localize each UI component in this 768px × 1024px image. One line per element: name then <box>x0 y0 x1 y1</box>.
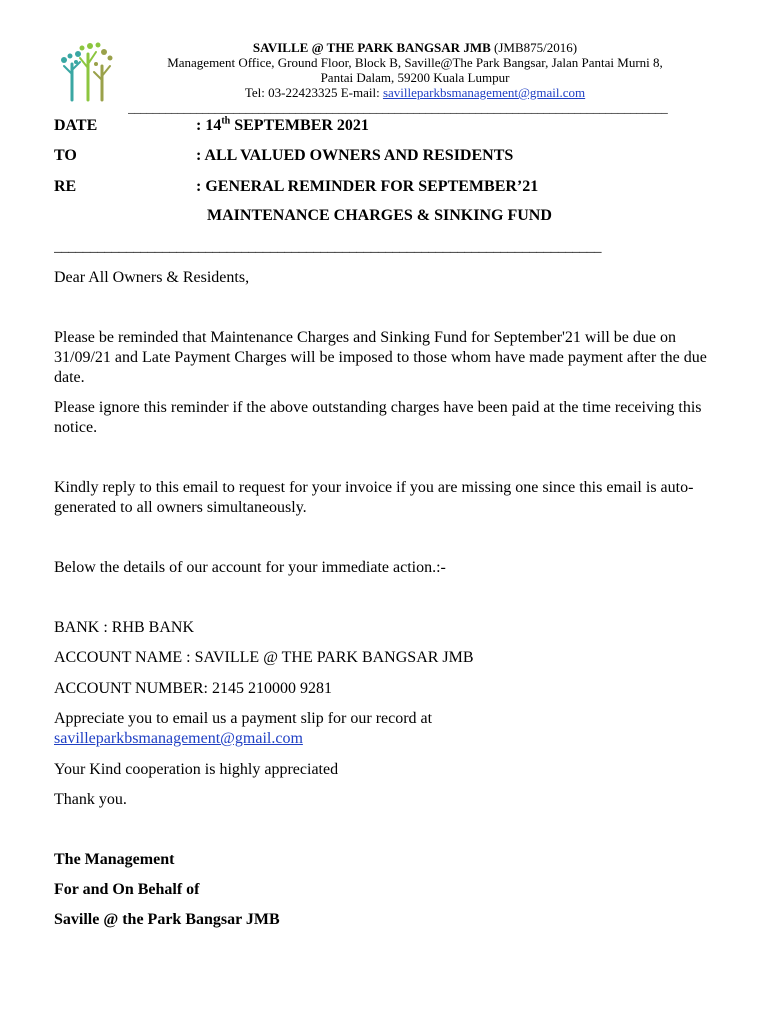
re-label: RE <box>54 178 77 195</box>
account-name: ACCOUNT NAME : SAVILLE @ THE PARK BANGSAR JMB <box>54 649 474 666</box>
payment-slip-request <box>54 709 724 749</box>
org-name: SAVILLE @ THE PARK BANGSAR JMB <box>252 40 491 55</box>
to-row <box>54 146 513 166</box>
org-line <box>120 40 710 55</box>
address-line-2: Pantai Dalam, 59200 Kuala Lumpur <box>320 70 510 85</box>
header-email-link[interactable]: savilleparkbsmanagement@gmail.com <box>382 85 586 100</box>
salutation: Dear All Owners & Residents, <box>54 269 250 286</box>
reminder-paragraph: Please be reminded that Maintenance Charges and Sinking Fund for September'21 will be due on 31/09/21 and Late Payment Charges will be imposed to those whom have made payment after the due date. <box>54 329 707 386</box>
meta-rule: ____________________________________________________________________________ <box>54 240 602 254</box>
ignore-paragraph: Please ignore this reminder if the above outstanding charges have been paid at the time receiving this notice. <box>54 399 702 436</box>
signature-line-3: Saville @ the Park Bangsar JMB <box>54 911 280 928</box>
signature-line-1: The Management <box>54 851 175 868</box>
account-intro: Below the details of our account for your immediate action.:- <box>54 559 446 576</box>
re-row <box>54 177 538 197</box>
date-suffix: SEPTEMBER 2021 <box>230 117 369 134</box>
date-row <box>54 116 369 136</box>
bank-name: BANK : RHB BANK <box>54 619 195 636</box>
re-value-line-2: MAINTENANCE CHARGES & SINKING FUND <box>207 207 552 224</box>
date-prefix: : 14 <box>196 117 222 134</box>
cooperation-line: Your Kind cooperation is highly appreciated <box>54 761 339 778</box>
payment-slip-email-link[interactable]: savilleparkbsmanagement@gmail.com <box>54 730 303 747</box>
payment-slip-text: Appreciate you to email us a payment slip for our record at <box>54 710 433 727</box>
contact-prefix: Tel: 03-22423325 E-mail: <box>244 85 383 100</box>
signature-line-2: For and On Behalf of <box>54 881 200 898</box>
org-code: (JMB875/2016) <box>494 40 578 55</box>
date-label: DATE <box>54 117 98 134</box>
letterhead <box>120 40 710 100</box>
address-line-1: Management Office, Ground Floor, Block B, Saville@The Park Bangsar, Jalan Pantai Murni 8, <box>167 55 663 70</box>
thanks-line: Thank you. <box>54 791 127 808</box>
invoice-paragraph: Kindly reply to this email to request for your invoice if you are missing one since this email is auto-generated to all owners simultaneously. <box>54 479 694 516</box>
account-number: ACCOUNT NUMBER: 2145 210000 9281 <box>54 680 332 697</box>
contact-line <box>120 85 710 100</box>
jmb-logo <box>58 40 116 102</box>
header-rule: _______________________________________________________________________________________ <box>128 101 668 115</box>
re-value: : GENERAL REMINDER FOR SEPTEMBER’21 <box>196 178 539 195</box>
date-ordinal: th <box>221 115 231 127</box>
to-value: : ALL VALUED OWNERS AND RESIDENTS <box>196 147 514 164</box>
to-label: TO <box>54 147 77 164</box>
